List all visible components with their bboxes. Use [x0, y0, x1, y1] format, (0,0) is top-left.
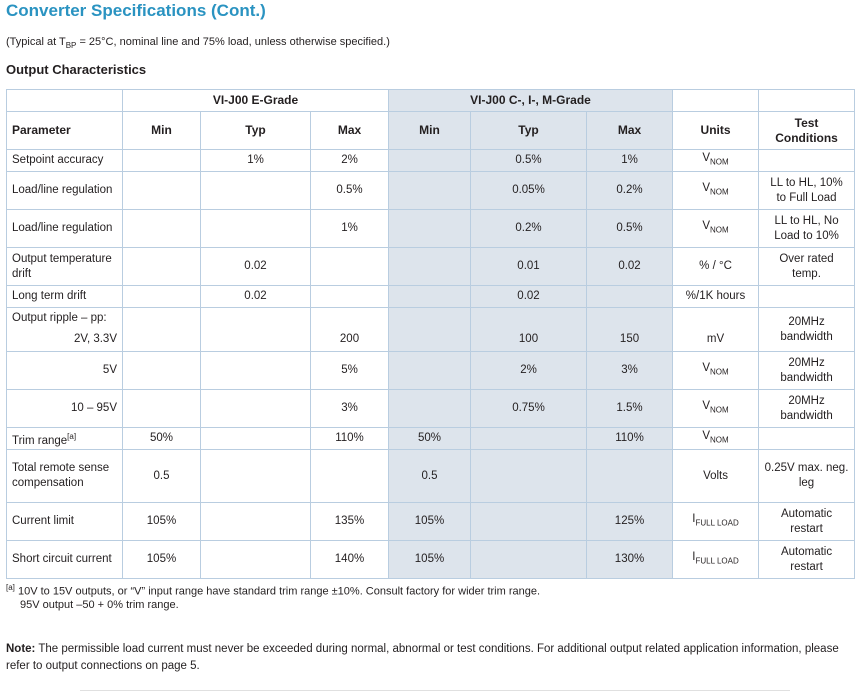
- value-cell: 0.2%: [471, 210, 587, 248]
- value-cell: 50%: [389, 428, 471, 450]
- value-cell: 0.2%: [587, 172, 673, 210]
- value-cell: 0.5: [389, 450, 471, 503]
- value-cell: 105%: [389, 541, 471, 579]
- value-cell: 100: [471, 329, 587, 352]
- value-cell: 3%: [587, 352, 673, 390]
- parameter-cell: Setpoint accuracy: [7, 150, 123, 172]
- value-cell: 150: [587, 329, 673, 352]
- typ-header: Typ: [201, 112, 311, 150]
- parameter-cell: 2V, 3.3V: [7, 329, 123, 352]
- value-cell: 0.02: [201, 248, 311, 286]
- parameter-cell: Short circuit current: [7, 541, 123, 579]
- parameter-cell: Trim range[a]: [7, 428, 123, 450]
- test-condition-cell: Automatic restart: [759, 503, 855, 541]
- min-header: Min: [123, 112, 201, 150]
- value-cell: 0.5%: [311, 172, 389, 210]
- value-cell: 200: [311, 329, 389, 352]
- parameter-cell: 5V: [7, 352, 123, 390]
- value-cell: 105%: [123, 503, 201, 541]
- cim-grade-header: VI-J00 C-, I-, M-Grade: [389, 90, 673, 112]
- value-cell: 0.02: [587, 248, 673, 286]
- max-header: Max: [587, 112, 673, 150]
- value-cell: 0.02: [201, 286, 311, 308]
- unit-cell: $V_{NOM}$: [673, 390, 759, 428]
- value-cell: 0.75%: [471, 390, 587, 428]
- value-cell: 0.05%: [471, 172, 587, 210]
- unit-cell: % / °C: [673, 248, 759, 286]
- typ-header: Typ: [471, 112, 587, 150]
- value-cell: 135%: [311, 503, 389, 541]
- min-header: Min: [389, 112, 471, 150]
- value-cell: 110%: [587, 428, 673, 450]
- parameter-cell: Output temperature drift: [7, 248, 123, 286]
- parameter-cell: Current limit: [7, 503, 123, 541]
- test-condition-cell: 20MHz bandwidth: [759, 308, 855, 352]
- footnote-continued: 95V output –50 + 0% trim range.: [20, 599, 179, 611]
- parameter-cell: Load/line regulation: [7, 172, 123, 210]
- test-condition-cell: Automatic restart: [759, 541, 855, 579]
- unit-cell: $V_{NOM}$: [673, 210, 759, 248]
- test-condition-cell: Over rated temp.: [759, 248, 855, 286]
- parameter-header: Parameter: [7, 112, 123, 150]
- value-cell: 3%: [311, 390, 389, 428]
- divider: [80, 690, 790, 691]
- table-row: [7, 210, 855, 248]
- value-cell: 1%: [587, 150, 673, 172]
- note-paragraph: Note: The permissible load current must never be exceeded during normal, abnormal or test conditions. For additional output related application information, please refer to output connections on page 5.: [6, 643, 839, 672]
- table-row: [7, 352, 855, 390]
- unit-cell: $V_{NOM}$: [673, 352, 759, 390]
- column-header-row: [7, 112, 855, 150]
- unit-cell: $V_{NOM}$: [673, 172, 759, 210]
- value-cell: 5%: [311, 352, 389, 390]
- value-cell: 0.5: [123, 450, 201, 503]
- test-condition-cell: 0.25V max. neg. leg: [759, 450, 855, 503]
- table-row: [7, 390, 855, 428]
- parameter-cell: Load/line regulation: [7, 210, 123, 248]
- test-condition-cell: 20MHz bandwidth: [759, 390, 855, 428]
- value-cell: 110%: [311, 428, 389, 450]
- value-cell: 0.5%: [471, 150, 587, 172]
- table-row: [7, 286, 855, 308]
- value-cell: 0.5%: [587, 210, 673, 248]
- conditions-subtitle: (Typical at $T_{BP} = 25^\circ C$, nominal line and 75% load, unless otherwise specified.): [6, 36, 390, 51]
- value-cell: 0.01: [471, 248, 587, 286]
- parameter-cell: Output ripple – pp:: [7, 308, 123, 329]
- table-row: [7, 428, 855, 450]
- table-row: [7, 172, 855, 210]
- max-header: Max: [311, 112, 389, 150]
- table-row: [7, 450, 855, 503]
- section-title: Output Characteristics: [6, 62, 147, 77]
- test-conditions-header: Test Conditions: [759, 112, 855, 150]
- value-cell: 2%: [471, 352, 587, 390]
- value-cell: 125%: [587, 503, 673, 541]
- output-characteristics-table: [6, 89, 855, 579]
- value-cell: 140%: [311, 541, 389, 579]
- table-row: [7, 541, 855, 579]
- value-cell: 105%: [123, 541, 201, 579]
- table-row: [7, 308, 855, 329]
- page-title: Converter Specifications (Cont.): [6, 1, 266, 20]
- value-cell: 1.5%: [587, 390, 673, 428]
- unit-cell: %/1K hours: [673, 286, 759, 308]
- value-cell: 1%: [201, 150, 311, 172]
- value-cell: 105%: [389, 503, 471, 541]
- parameter-cell: Total remote sense compensation: [7, 450, 123, 503]
- unit-cell: $V_{NOM}$: [673, 150, 759, 172]
- value-cell: 1%: [311, 210, 389, 248]
- test-condition-cell: LL to HL, 10% to Full Load: [759, 172, 855, 210]
- test-condition-cell: LL to HL, No Load to 10%: [759, 210, 855, 248]
- table-row: [7, 329, 855, 352]
- grade-header-row: [7, 90, 855, 112]
- value-cell: 2%: [311, 150, 389, 172]
- value-cell: 0.02: [471, 286, 587, 308]
- table-row: [7, 248, 855, 286]
- value-cell: 50%: [123, 428, 201, 450]
- table-row: [7, 503, 855, 541]
- unit-cell: $V_{NOM}$: [673, 428, 759, 450]
- e-grade-header: VI-J00 E-Grade: [123, 90, 389, 112]
- footnote: [a] 10V to 15V outputs, or “V” input range have standard trim range ±10%. Consult factory for wider trim range.: [6, 583, 541, 598]
- unit-cell: mV: [673, 329, 759, 352]
- parameter-cell: Long term drift: [7, 286, 123, 308]
- unit-cell: Volts: [673, 450, 759, 503]
- units-header: Units: [673, 112, 759, 150]
- parameter-cell: 10 – 95V: [7, 390, 123, 428]
- value-cell: 130%: [587, 541, 673, 579]
- unit-cell: $I_{FULL LOAD}$: [673, 541, 759, 579]
- test-condition-cell: 20MHz bandwidth: [759, 352, 855, 390]
- table-row: [7, 150, 855, 172]
- unit-cell: $I_{FULL LOAD}$: [673, 503, 759, 541]
